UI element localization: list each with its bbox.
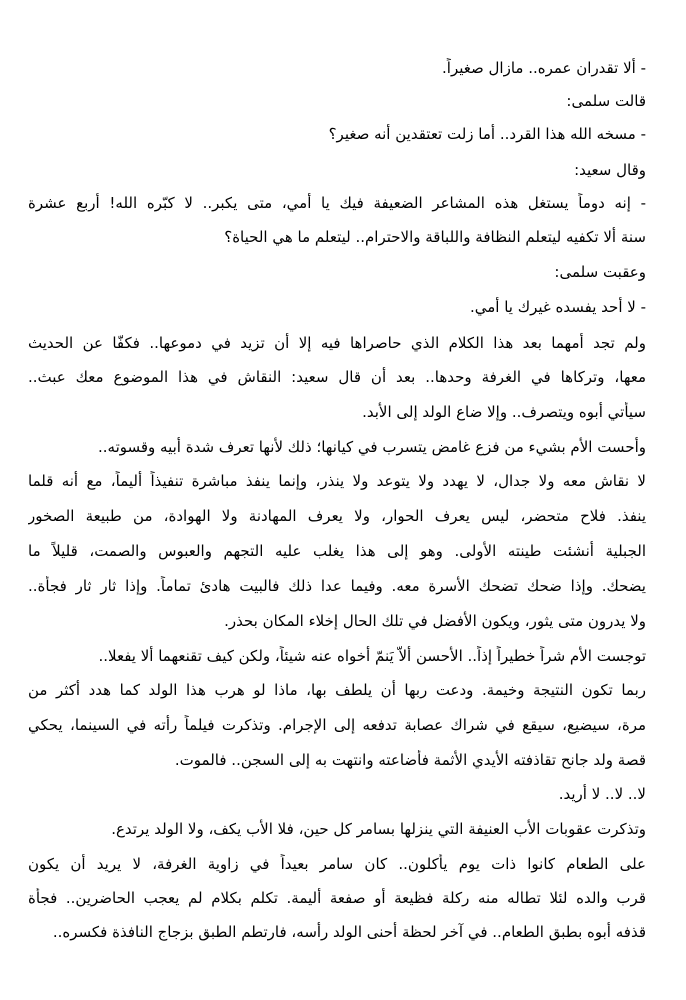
text-line: لا.. لا.. لا أريد.	[558, 785, 646, 803]
text-line: - مسخه الله هذا القرد.. أما زلت تعتقدين أنه صغير؟	[328, 125, 646, 143]
text-line: توجست الأم شراً خطيراً إذاً.. الأحسن ألاّ يَنمّ أخواه عنه شيئاً، ولكن كيف تقنعهما ألا يفعلا..	[98, 647, 646, 665]
text-line: وأحست الأم بشيء من فزع غامض يتسرب في كيانها؛ ذلك لأنها تعرف شدة أبيه وقسوته..	[97, 438, 646, 456]
text-line: - لا أحد يفسده غيرك يا أمي.	[470, 298, 646, 316]
text-line: ربما تكون النتيجة وخيمة. ودعت ربها أن يلطف بها، ماذا لو هرب هذا الولد كما هدد أكثر من	[28, 681, 646, 699]
text-line: - ألا تقدران عمره.. مازال صغيراً.	[442, 59, 646, 77]
text-line: وقال سعيد:	[574, 161, 646, 179]
text-line: لا نقاش معه ولا جدال، لا يهدد ولا يتوعد ولا ينذر، وإنما ينفذ مباشرة تنفيذاً أليماً، مع أنه قلما	[28, 472, 646, 490]
text-line: قالت سلمى:	[566, 92, 646, 110]
text-line: ولم تجد أمهما بعد هذا الكلام الذي حاصراها فيه إلا أن تزيد في دموعها.. فكفّا عن الحديث	[28, 334, 646, 352]
text-line: على الطعام كانوا ذات يوم يأكلون.. كان سامر بعيداً في زاوية الغرفة، لا يريد أن يكون	[28, 855, 646, 873]
text-line: وتذكرت عقوبات الأب العنيفة التي ينزلها بسامر كل حين، فلا الأب يكف، ولا الولد يرتدع.	[111, 820, 646, 838]
text-line: سنة ألا تكفيه ليتعلم النظافة واللباقة والاحترام.. ليتعلم ما هي الحياة؟	[224, 228, 646, 246]
text-line: معها، وتركاها في الغرفة وحدها.. بعد أن قال سعيد: النقاش في هذا الموضوع معك عبث..	[28, 368, 646, 386]
text-line: يضحك. وإذا ضحك تضحك الأسرة معه. وفيما عدا ذلك فالبيت هادئ تماماً. وإذا ثار ثار فجأة..	[28, 577, 646, 595]
text-line: سيأتي أبوه ويتصرف.. وإلا ضاع الولد إلى الأبد.	[362, 403, 646, 421]
text-line: قذفه أبوه بطبق الطعام.. في آخر لحظة أحنى الولد رأسه، فارتطم الطبق بزجاج النافذة فكسره..	[52, 923, 646, 941]
text-line: - إنه دوماً يستغل هذه المشاعر الضعيفة فيك يا أمي، متى يكبر.. لا كبّره الله! أربع عشرة	[28, 194, 646, 212]
text-line: وعقبت سلمى:	[554, 263, 646, 281]
text-line: قرب والده لئلا تطاله منه ركلة فظيعة أو صفعة أليمة. تكلم بكلام لم يعجب الحاضرين.. فجأة	[28, 889, 646, 907]
text-line: ينفذ. فلاح متحضر، ليس يعرف الحوار، ولا يعرف المهادنة ولا الهوادة، من طبيعة الصخور	[28, 507, 646, 525]
text-line: ولا يدرون متى يثور، ويكون الأفضل في تلك الحال إخلاء المكان بحذر.	[224, 612, 646, 630]
text-line: الجبلية أنشئت طينته الأولى. وهو إلى هذا يغلب عليه التجهم والعبوس والصمت، قليلاً ما	[28, 542, 646, 560]
text-line: مرة، سيضيع، سيقع في شراك عصابة تدفعه إلى الإجرام. وتذكرت فيلماً رأته في السينما، يحكي	[28, 716, 646, 734]
text-line: قصة ولد جانح تقاذفته الأيدي الأثمة فأضاعته وانتهت به إلى السجن.. فالموت.	[174, 751, 646, 769]
